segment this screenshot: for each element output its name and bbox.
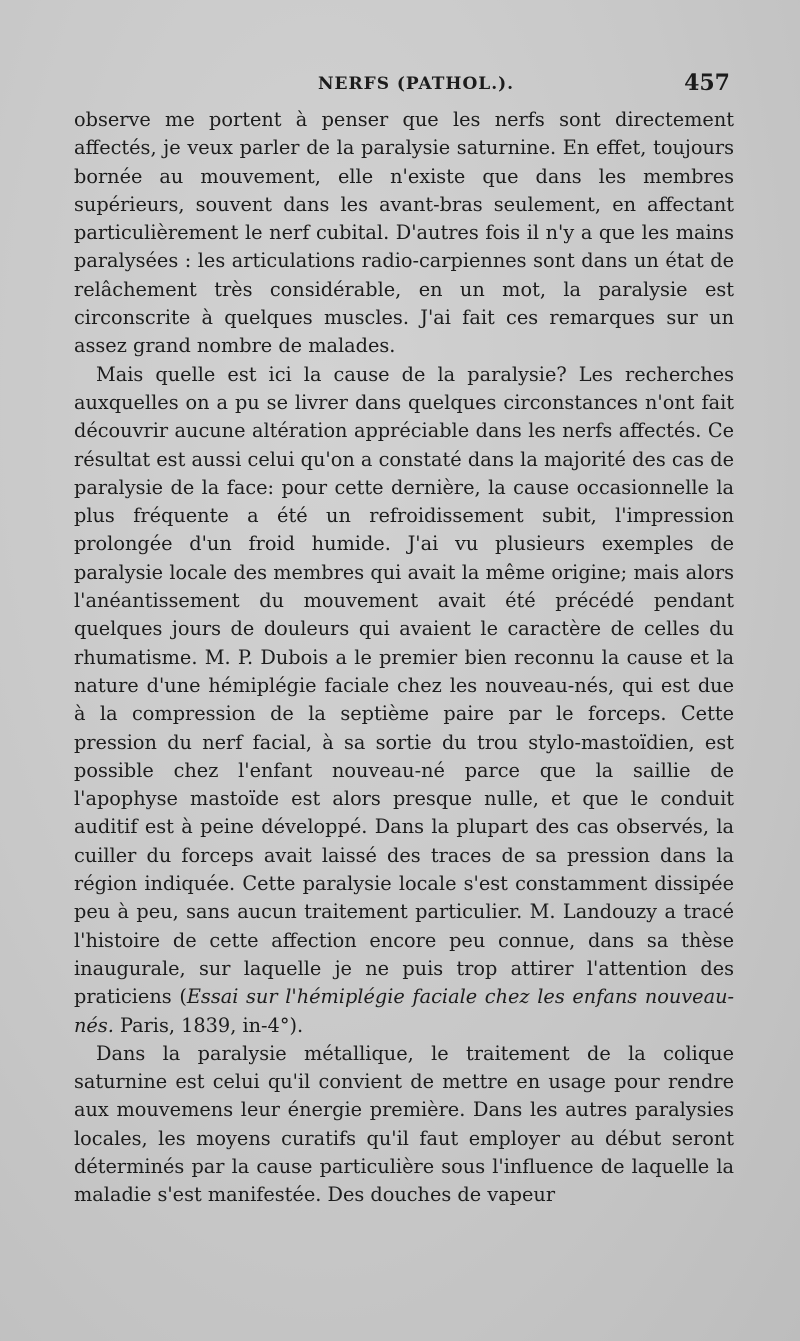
body-text (74, 106, 734, 1210)
running-head (74, 66, 734, 106)
paragraph-3 (74, 1040, 734, 1210)
paragraph-1 (74, 106, 734, 361)
text-run: Mais quelle est ici la cause de la paralysie? Les recherches auxquelles on a pu se livrer dans quelques circonstances n'ont fait découvrir aucune altération appréciable dans les nerfs affectés. Ce résultat est aussi celui qu'on a constaté dans la majorité des cas de paralysie de la face: pour cette dernière, la cause occasionnelle la plus fréquente a été un refroidissement subit, l'impression prolongée d'un froid humide. J'ai vu plusieurs exemples de paralysie locale des membres qui avait la même origine; mais alors l'anéantissement du mouvement avait été précédé pendant quelques jours de douleurs qui avaient le caractère de celles du rhumatisme. M. P. Dubois a le premier bien reconnu la cause et la nature d'une hémiplégie faciale chez les nouveau-nés, qui est due à la compression de la septième paire par le forceps. Cette pression du nerf facial, à sa sortie du trou stylo-mastoïdien, est possible chez l'enfant nouveau-né parce que la saillie de l'apophyse mastoïde est alors presque nulle, et que le conduit auditif est à peine développé. Dans la plupart des cas observés, la cuiller du forceps avait laissé des traces de sa pression dans la région indiquée. Cette paralysie locale s'est constamment dissipée peu à peu, sans aucun traitement particulier. M. Landouzy a tracé l'histoire de cette affection encore peu connue, dans sa thèse inaugurale, sur laquelle je ne puis trop attirer l'attention des praticiens ( (74, 362, 734, 1009)
book-page (74, 66, 734, 1210)
paragraph-2 (74, 361, 734, 1040)
text-run: Paris, 1839, in-4°). (113, 1013, 304, 1037)
text-run: Dans la paralysie métallique, le traitement de la colique saturnine est celui qu'il convient de mettre en usage pour rendre aux mouvemens leur énergie première. Dans les autres paralysies locales, les moyens curatifs qu'il faut employer au début seront déterminés par la cause particulière sous l'influence de laquelle la maladie s'est manifestée. Des douches de vapeur (74, 1041, 734, 1207)
italic-citation: Essai sur l'hémiplégie faciale chez les enfans nouveau-nés. (74, 985, 734, 1037)
text-run: observe me portent à penser que les nerfs sont directement affectés, je veux parler de la paralysie saturnine. En effet, toujours bornée au mouvement, elle n'existe que dans les membres supérieurs, souvent dans les avant-bras seulement, en affectant particulièrement le nerf cubital. D'autres fois il n'y a que les mains paralysées : les articulations radio-carpiennes sont dans un état de relâchement très considérable, en un mot, la paralysie est circonscrite à quelques muscles. J'ai fait ces remarques sur un assez grand nombre de malades. (74, 108, 734, 358)
running-title: NERFS (PATHOL.). (318, 74, 515, 94)
page-number: 457 (684, 70, 730, 96)
